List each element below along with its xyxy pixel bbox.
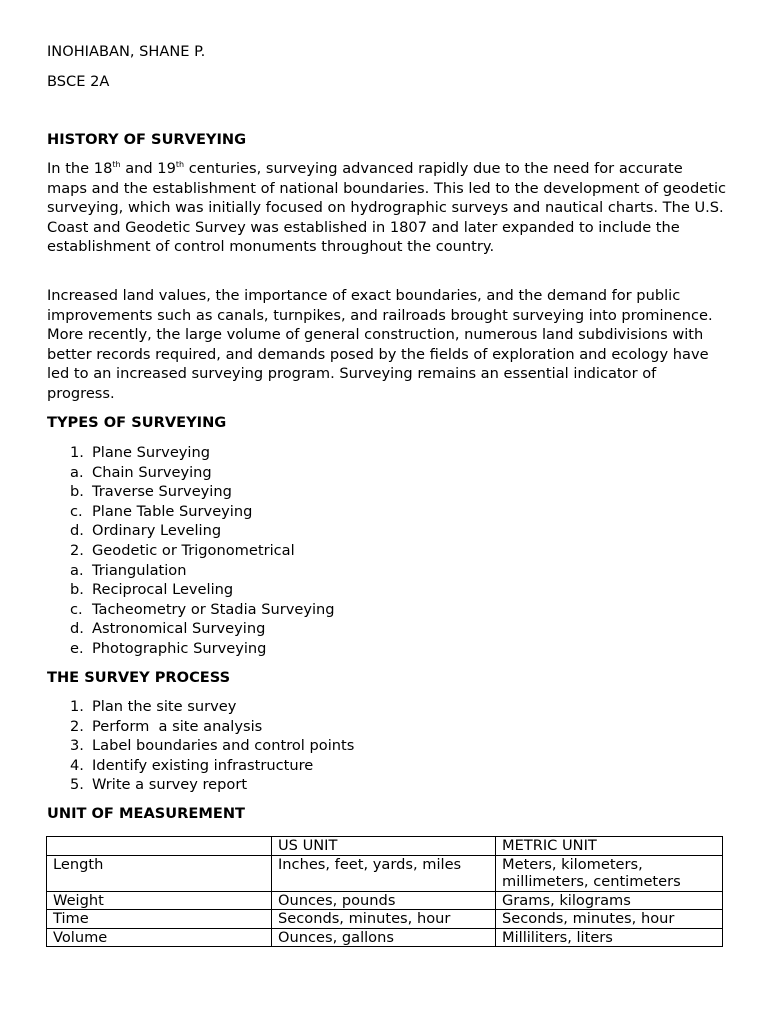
process-list xyxy=(70,697,354,795)
table-cell: Milliliters, liters xyxy=(496,928,723,947)
history-heading: HISTORY OF SURVEYING xyxy=(47,131,247,148)
list-item xyxy=(70,541,335,561)
list-letter: c. xyxy=(70,600,83,618)
table-header-cell: METRIC UNIT xyxy=(496,837,723,856)
table-header-row xyxy=(47,837,723,856)
list-item xyxy=(70,443,335,463)
units-table xyxy=(46,836,723,947)
list-item xyxy=(70,521,335,541)
student-section: BSCE 2A xyxy=(47,73,110,90)
list-item-label: Ordinary Leveling xyxy=(92,522,222,540)
list-item-label: Astronomical Surveying xyxy=(92,620,266,638)
list-letter: b. xyxy=(70,581,84,599)
list-letter: c. xyxy=(70,502,83,520)
table-cell: Time xyxy=(47,910,272,929)
table-cell: Seconds, minutes, hour xyxy=(272,910,496,929)
history-paragraph-2 xyxy=(47,286,727,404)
list-item-label: Traverse Surveying xyxy=(92,483,232,501)
list-item xyxy=(70,463,335,483)
table-cell: Length xyxy=(47,855,272,891)
history-p2-text: Increased land values, the importance of exact boundaries, and the demand for public improvements such as canals, turnpikes, and railroads brought surveying into prominence. More recently, the large volume of general construction, numerous land subdivisions with better records required, and demands posed by the fields of exploration and ecology have led to an increased surveying program. Surveying remains an essential indicator of progress. xyxy=(47,287,713,402)
list-number: 4. xyxy=(70,756,84,774)
list-letter: a. xyxy=(70,561,84,579)
list-item xyxy=(70,697,354,717)
table-cell: Grams, kilograms xyxy=(496,891,723,910)
list-item-label: Identify existing infrastructure xyxy=(92,756,314,774)
list-item xyxy=(70,580,335,600)
history-p1-text-c: centuries, surveying advanced rapidly due to the need for accurate maps and the establishment of national boundaries. This led to the development of geodetic surveying, which was initially focused on hydrographic surveys and nautical charts. The U.S. Coast and Geodetic Survey was established in 1807 and later expanded to include the establishment of control monuments throughout the country. xyxy=(47,160,727,256)
list-item xyxy=(70,561,335,581)
table-cell: Weight xyxy=(47,891,272,910)
table-header-cell: US UNIT xyxy=(272,837,496,856)
list-item xyxy=(70,600,335,620)
list-letter: b. xyxy=(70,483,84,501)
table-header-cell xyxy=(47,837,272,856)
list-item xyxy=(70,756,354,776)
list-item xyxy=(70,482,335,502)
list-item-label: Photographic Surveying xyxy=(92,639,267,657)
list-item xyxy=(70,502,335,522)
list-item xyxy=(70,619,335,639)
list-letter: d. xyxy=(70,620,84,638)
list-item-label: Label boundaries and control points xyxy=(92,737,355,755)
table-cell: Volume xyxy=(47,928,272,947)
table-row xyxy=(47,891,723,910)
units-heading: UNIT OF MEASUREMENT xyxy=(47,805,245,822)
list-number: 5. xyxy=(70,776,84,794)
list-item-label: Chain Surveying xyxy=(92,463,212,481)
list-item-label: Write a survey report xyxy=(92,776,248,794)
table-cell: Ounces, pounds xyxy=(272,891,496,910)
list-letter: a. xyxy=(70,463,84,481)
list-item xyxy=(70,717,354,737)
table-cell: Seconds, minutes, hour xyxy=(496,910,723,929)
list-item-label: Plane Surveying xyxy=(92,444,210,461)
list-number: 1. xyxy=(70,444,84,461)
list-letter: d. xyxy=(70,522,84,540)
list-item-label: Perform a site analysis xyxy=(92,717,263,735)
student-name: INOHIABAN, SHANE P. xyxy=(47,43,206,60)
table-row xyxy=(47,855,723,891)
superscript-th-1: th xyxy=(112,160,121,169)
list-item-label: Plane Table Surveying xyxy=(92,502,253,520)
list-number: 2. xyxy=(70,717,84,735)
table-cell: Meters, kilometers, millimeters, centimeters xyxy=(496,855,723,891)
table-cell: Inches, feet, yards, miles xyxy=(272,855,496,891)
list-item-label: Tacheometry or Stadia Surveying xyxy=(92,600,335,618)
history-p1-text-a: In the 18 xyxy=(47,160,113,177)
history-p1-text-b: and 19 xyxy=(120,160,176,177)
table-cell: Ounces, gallons xyxy=(272,928,496,947)
list-item xyxy=(70,639,335,659)
list-item-label: Reciprocal Leveling xyxy=(92,581,234,599)
list-item-label: Triangulation xyxy=(92,561,187,579)
types-list xyxy=(70,443,335,659)
process-heading: THE SURVEY PROCESS xyxy=(47,669,231,686)
list-item-label: Geodetic or Trigonometrical xyxy=(92,541,295,559)
list-number: 2. xyxy=(70,541,84,559)
superscript-th-2: th xyxy=(175,160,185,169)
history-paragraph-1 xyxy=(47,159,727,257)
list-number: 3. xyxy=(70,737,84,755)
list-item xyxy=(70,736,354,756)
types-heading: TYPES OF SURVEYING xyxy=(47,414,227,431)
table-row xyxy=(47,928,723,947)
list-number: 1. xyxy=(70,698,84,715)
list-item xyxy=(70,775,354,795)
list-item-label: Plan the site survey xyxy=(92,698,237,715)
table-row xyxy=(47,910,723,929)
list-letter: e. xyxy=(70,639,84,657)
